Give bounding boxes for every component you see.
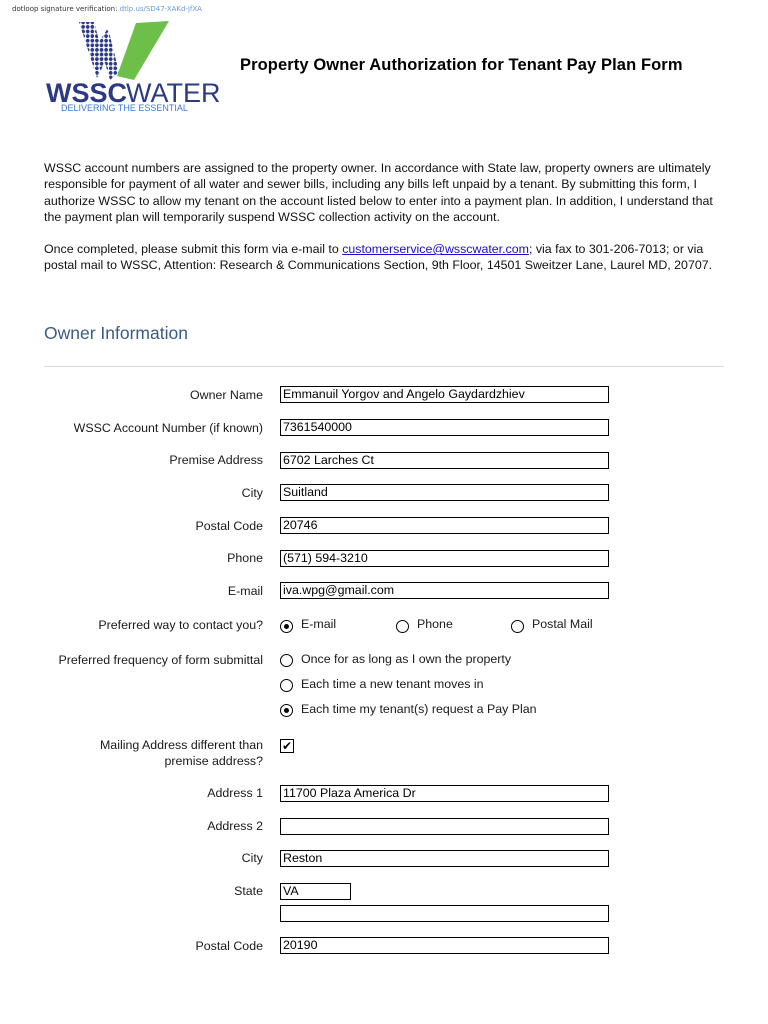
postal-code-field[interactable]: 20746	[280, 517, 609, 534]
state-field[interactable]: VA	[280, 883, 351, 900]
verification-prefix: dotloop signature verification:	[12, 5, 118, 13]
contact-email-radio[interactable]	[280, 620, 293, 633]
section-divider	[44, 366, 724, 367]
account-number-label: WSSC Account Number (if known)	[73, 421, 263, 435]
customer-service-email-link[interactable]: customerservice@wsscwater.com	[342, 242, 529, 257]
phone-field[interactable]: (571) 594-3210	[280, 550, 609, 567]
address2-field[interactable]	[280, 818, 609, 835]
contact-postal-mail-radio[interactable]	[511, 620, 524, 633]
intro-text	[44, 160, 728, 290]
email-field[interactable]: iva.wpg@gmail.com	[280, 582, 609, 599]
mailing-different-label-line1: Mailing Address different than	[99, 738, 263, 752]
frequency-pay-plan-radio[interactable]	[280, 704, 293, 717]
frequency-new-tenant-radio[interactable]	[280, 679, 293, 692]
logo-wordmark-bold: WSSC	[46, 78, 127, 108]
state-extra-field[interactable]	[280, 905, 609, 922]
intro-p2-before: Once completed, please submit this form via e-mail to	[44, 242, 343, 257]
frequency-once-radio[interactable]	[280, 654, 293, 667]
contact-phone-option: Phone	[417, 617, 453, 631]
premise-address-label: Premise Address	[169, 453, 263, 467]
mail-postal-code-label: Postal Code	[195, 939, 263, 953]
mail-city-field[interactable]: Reston	[280, 850, 609, 867]
document-title: Property Owner Authorization for Tenant Pay Plan Form	[240, 56, 683, 74]
owner-name-label: Owner Name	[190, 388, 263, 402]
section-title: Owner Information	[44, 323, 188, 343]
postal-code-label: Postal Code	[195, 519, 263, 533]
owner-name-field[interactable]: Emmanuil Yorgov and Angelo Gaydardzhiev	[280, 386, 609, 403]
intro-paragraph-2	[44, 241, 728, 274]
intro-p2-after: ; via fax to 301-206-7013; or via postal mail to WSSC, Attention: Research & Communications Section, 9th Floor, 14501 Sweitzer Lane, Laurel MD, 20707.	[44, 242, 713, 273]
contact-preference-label: Preferred way to contact you?	[98, 618, 263, 632]
frequency-new-tenant-option: Each time a new tenant moves in	[301, 677, 484, 691]
logo-tagline: DELIVERING THE ESSENTIAL	[61, 103, 188, 113]
address1-label: Address 1	[207, 786, 263, 800]
city-label: City	[241, 486, 263, 500]
address1-field[interactable]: 11700 Plaza America Dr	[280, 785, 609, 802]
mailing-different-checkbox[interactable]: ✔	[281, 739, 293, 753]
contact-postal-mail-option: Postal Mail	[532, 617, 593, 631]
signature-verification	[12, 5, 202, 13]
wssc-water-logo	[44, 20, 221, 115]
mail-postal-code-field[interactable]: 20190	[280, 937, 609, 954]
state-label: State	[234, 884, 263, 898]
email-label: E-mail	[227, 584, 263, 598]
contact-email-option: E-mail	[301, 617, 337, 631]
frequency-label: Preferred frequency of form submittal	[58, 653, 263, 667]
mailing-different-label-line2: premise address?	[164, 754, 263, 768]
contact-phone-radio[interactable]	[396, 620, 409, 633]
frequency-once-option: Once for as long as I own the property	[301, 652, 512, 666]
city-field[interactable]: Suitland	[280, 484, 609, 501]
address2-label: Address 2	[207, 819, 263, 833]
intro-paragraph-1: WSSC account numbers are assigned to the property owner. In accordance with State law, property owners are ultimately responsible for payment of all water and sewer bills, including any bills left unpaid by a tenant. By submitting this form, I authorize WSSC to allow my tenant on the account listed below to enter into a payment plan. In addition, I understand that the payment plan will temporarily suspend WSSC collection activity on the account.	[44, 161, 713, 224]
verification-link[interactable]: dtlp.us/SD47-XAKd-jfXA	[119, 5, 202, 13]
phone-label: Phone	[227, 551, 263, 565]
premise-address-field[interactable]: 6702 Larches Ct	[280, 452, 609, 469]
mail-city-label: City	[241, 851, 263, 865]
frequency-pay-plan-option: Each time my tenant(s) request a Pay Plan	[301, 702, 537, 716]
logo-wordmark-light: WATER	[126, 78, 221, 108]
account-number-field[interactable]: 7361540000	[280, 419, 609, 436]
